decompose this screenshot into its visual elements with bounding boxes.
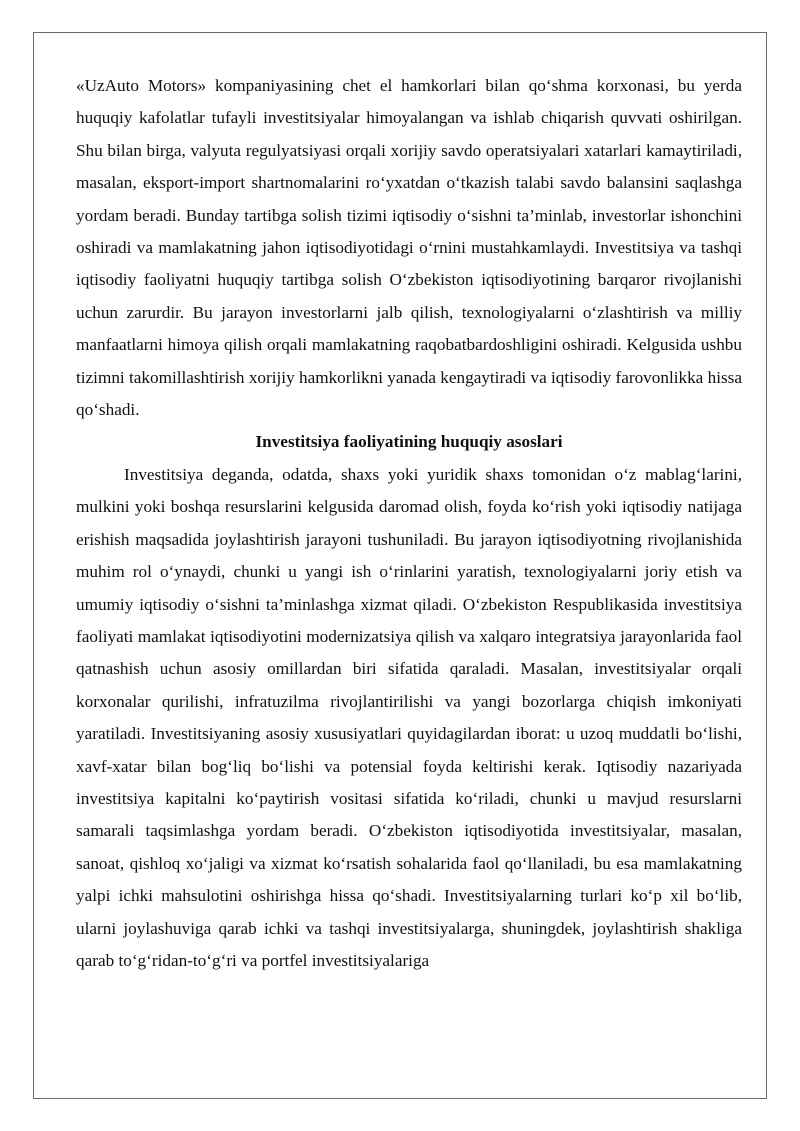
paragraph-intro: «UzAuto Motors» kompaniyasining chet el hamkorlari bilan qo‘shma korxonasi, bu yerda huquqiy kafolatlar tufayli investitsiyalar himoyalangan va ishlab chiqarish quvvati oshirilgan. Shu bilan birga, valyuta regulyatsiyasi orqali xorijiy savdo operatsiyalari xatarlari kamaytiriladi, masalan, eksport-import shartnomalarini ro‘yxatdan o‘tkazish talabi savdo balansini saqlashga yordam beradi. Bunday tartibga solish tizimi iqtisodiy o‘sishni ta’minlab, investorlar ishonchini oshiradi va mamlakatning jahon iqtisodiyotidagi o‘rnini mustahkamlaydi. Investitsiya va tashqi iqtisodiy faoliyatni huquqiy tartibga solish O‘zbekiston iqtisodiyotining barqaror rivojlanishi uchun zarurdir. Bu jarayon investorlarni jalb qilish, texnologiyalarni o‘zlashtirish va milliy manfaatlarni himoya qilish orqali mamlakatning raqobatbardoshligini oshiradi. Kelgusida ushbu tizimni takomillashtirish xorijiy hamkorlikni yanada kengaytiradi va iqtisodiy farovonlikka hissa qo‘shadi. [76, 76, 742, 420]
paragraph-investment-definition: Investitsiya deganda, odatda, shaxs yoki yuridik shaxs tomonidan o‘z mablag‘larini, mulkini yoki boshqa resurslarini kelgusida daromad olish, foyda ko‘rish yoki iqtisodiy natijaga erishish maqsadida joylashtirish jarayoni tushuniladi. Bu jarayon iqtisodiyotning rivojlanishida muhim rol o‘ynaydi, chunki u yangi ish o‘rinlarini yaratish, texnologiyalarni joriy etish va umumiy iqtisodiy o‘sishni ta’minlashga xizmat qiladi. O‘zbekiston Respublikasida investitsiya faoliyati mamlakat iqtisodiyotini modernizatsiya qilish va xalqaro integratsiya jarayonlarida faol qatnashish uchun asosiy omillardan biri sifatida qaraladi. Masalan, investitsiyalar orqali korxonalar qurilishi, infratuzilma rivojlantirilishi va yangi bozorlarga chiqish imkoniyati yaratiladi. Investitsiyaning asosiy xususiyatlari quyidagilardan iborat: u uzoq muddatli bo‘lishi, xavf-xatar bilan bog‘liq bo‘lishi va potensial foyda keltirishi kerak. Iqtisodiy nazariyada investitsiya kapitalni ko‘paytirish vositasi sifatida ko‘riladi, chunki u mavjud resurslarni samarali taqsimlashga yordam beradi. O‘zbekiston iqtisodiyotida investitsiyalar, masalan, sanoat, qishloq xo‘jaligi va xizmat ko‘rsatish sohalarida faol qo‘llaniladi, bu esa mamlakatning yalpi ichki mahsulotini oshirishga hissa qo‘shadi. Investitsiyalarning turlari ko‘p xil bo‘lib, ularni joylashuviga qarab ichki va tashqi investitsiyalarga, shuningdek, joylashtirish shakliga qarab to‘g‘ridan-to‘g‘ri va portfel investitsiyalariga [76, 464, 742, 970]
document-body [76, 70, 742, 977]
section-heading: Investitsiya faoliyatining huquqiy asoslari [255, 432, 563, 452]
